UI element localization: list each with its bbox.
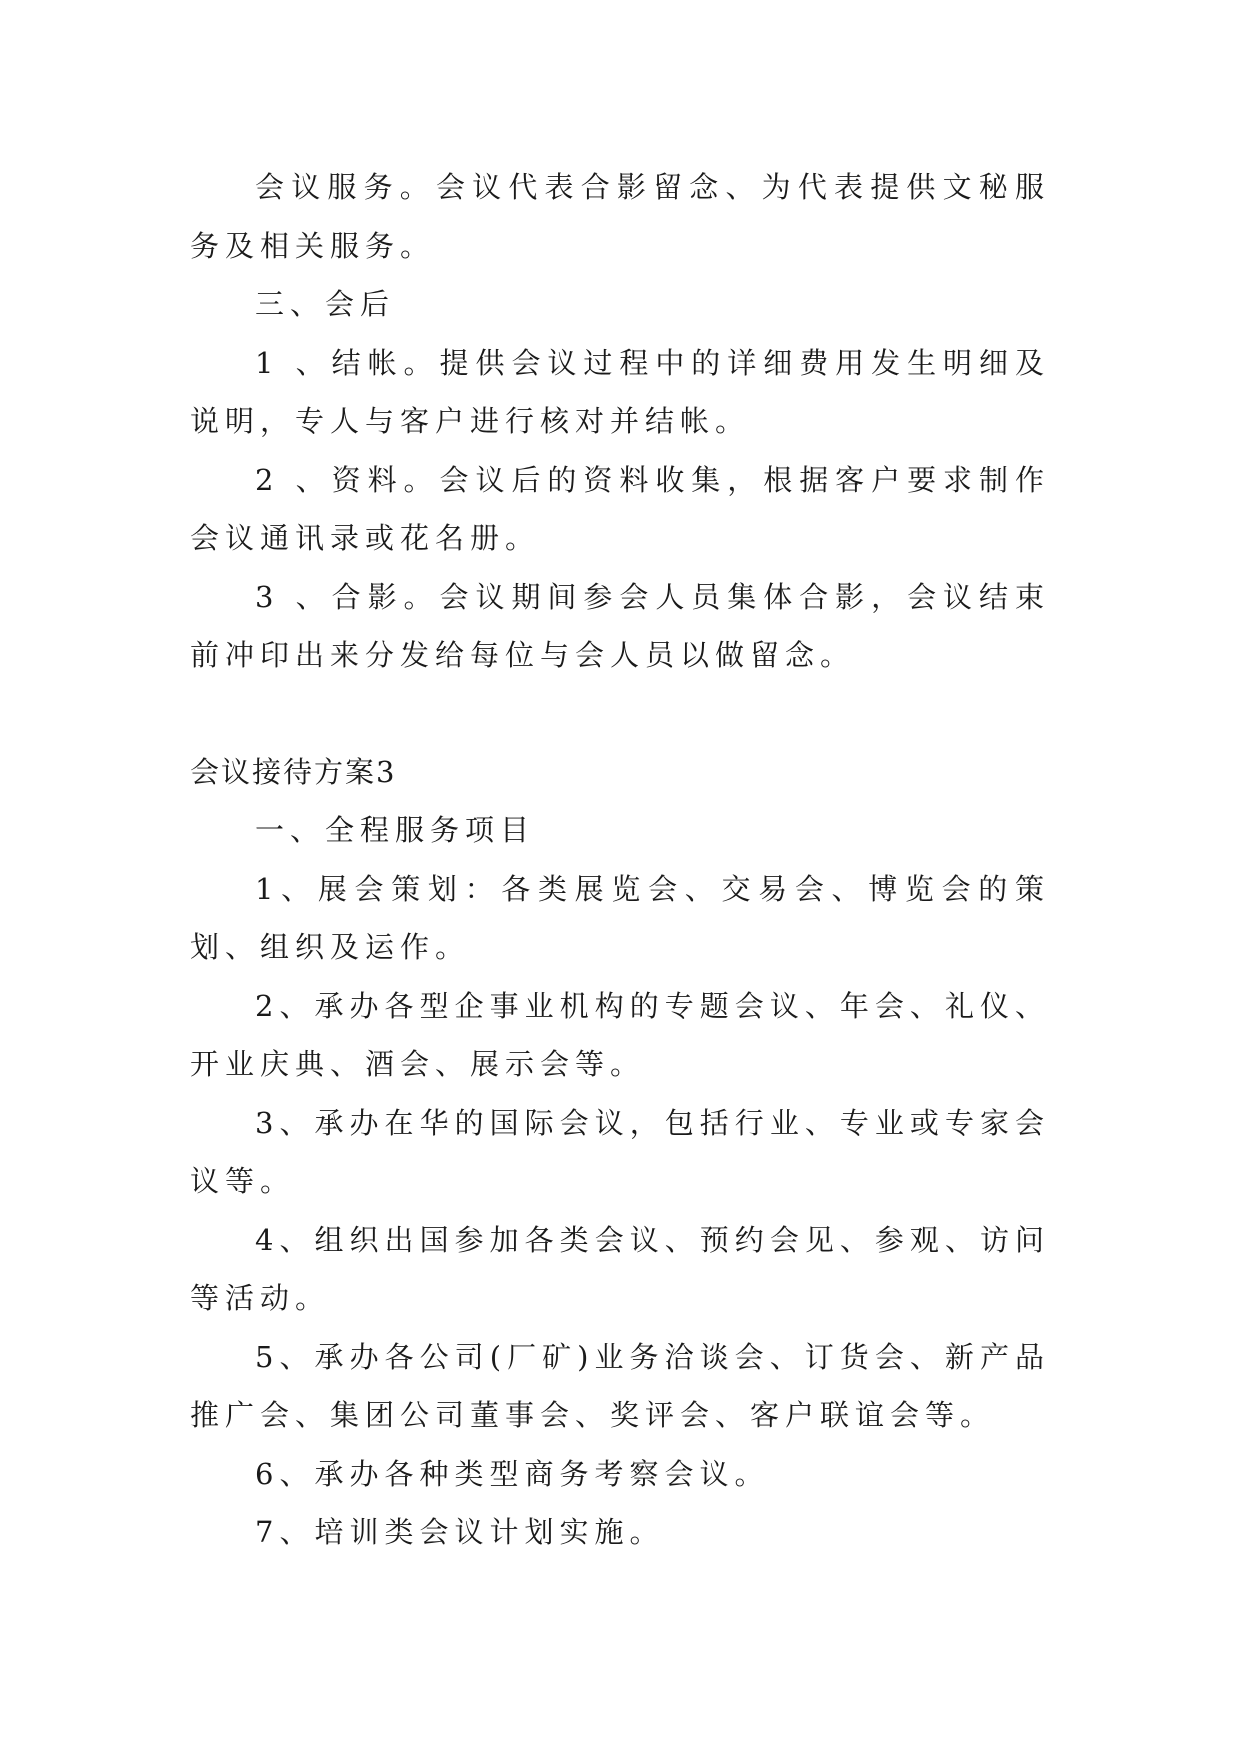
paragraph-materials: 2 、资料。会议后的资料收集，根据客户要求制作会议通讯录或花名册。 [190,462,1050,555]
paragraph-group-photo: 3 、合影。会议期间参会人员集体合影，会议结束前冲印出来分发给每位与会人员以做留念。 [190,579,1050,672]
paragraph-business-negotiations: 5、承办各公司(厂矿)业务洽谈会、订货会、新产品推广会、集团公司董事会、奖评会、客户联谊会等。 [190,1339,1050,1432]
document-title-plan-3: 会议接待方案3 [190,754,397,789]
paragraph-business-inspection: 6、承办各种类型商务考察会议。 [255,1456,770,1491]
paragraph-international-conferences: 3、承办在华的国际会议，包括行业、专业或专家会议等。 [190,1105,1050,1198]
document-body [190,158,1050,1562]
section-heading-full-service: 一、全程服务项目 [255,813,536,847]
paragraph-settlement: 1 、结帐。提供会议过程中的详细费用发生明细及说明，专人与客户进行核对并结帐。 [190,345,1050,438]
paragraph-enterprise-events: 2、承办各型企事业机构的专题会议、年会、礼仪、开业庆典、酒会、展示会等。 [190,988,1050,1081]
paragraph-exhibition-planning: 1、展会策划：各类展览会、交易会、博览会的策划、组织及运作。 [190,871,1050,964]
section-heading-after-meeting: 三、会后 [255,287,396,321]
paragraph-meeting-service: 会议服务。会议代表合影留念、为代表提供文秘服务及相关服务。 [190,170,1050,263]
paragraph-overseas-meetings: 4、组织出国参加各类会议、预约会见、参观、访问等活动。 [190,1222,1050,1315]
paragraph-training-meetings: 7、培训类会议计划实施。 [255,1515,665,1549]
